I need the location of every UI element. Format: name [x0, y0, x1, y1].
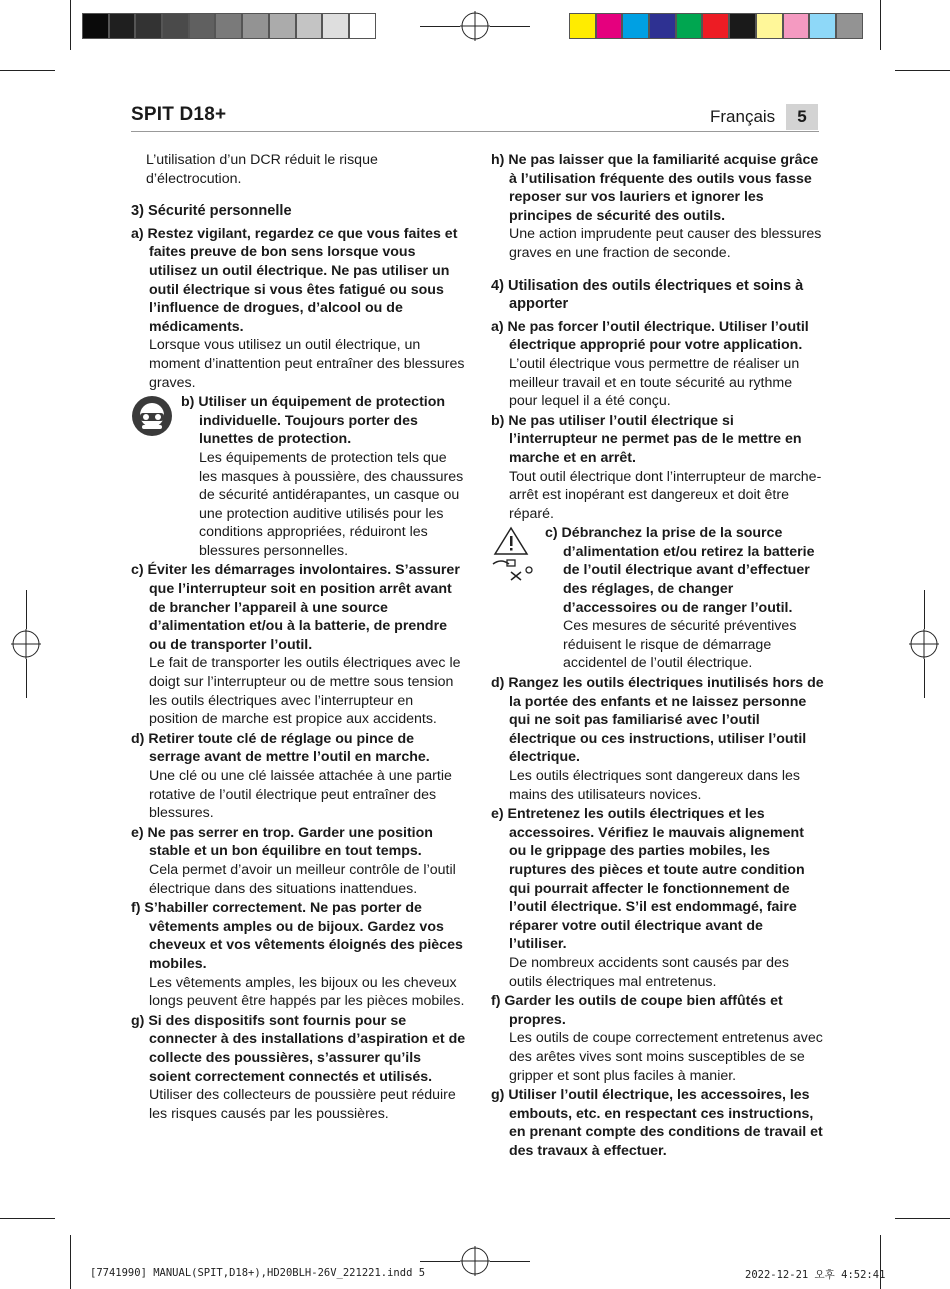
footer-timestamp: 2022-12-21 오후 4:52:41 — [745, 1269, 886, 1281]
item-body: Les outils électriques sont dangereux dans les mains des utilisateurs novices. — [509, 768, 801, 803]
registration-mark-bottom — [460, 1246, 490, 1276]
item-lead: b) Ne pas utiliser l’outil électrique si l’interrupteur ne permet pas de le mettre en marche et en arrêt. — [491, 412, 802, 466]
item-body: L’outil électrique vous permettre de réaliser un meilleur travail et en toute sécurité au rythme pour lequel il a été conçu. — [509, 355, 800, 410]
color-swatch — [349, 13, 376, 39]
item-lead: a) Restez vigilant, regardez ce que vous faites et faites preuve de bon sens lorsque vous utilisez un outil électrique. Ne pas utiliser un outil électrique si vous êtes fatigué ou sous l’influence de drogues, d’alcool ou de médicaments. — [131, 225, 458, 335]
crop-mark — [26, 590, 27, 629]
item-body: Les outils de coupe correctement entretenus avec des arêtes vives sont moins susceptibles de se gripper et sont plus faciles à manier. — [509, 1030, 823, 1084]
list-item — [131, 393, 466, 560]
intro-line: d’électrocution. — [146, 170, 242, 187]
item-body: Une action imprudente peut causer des blessures graves en une fraction de seconde. — [509, 226, 822, 261]
crop-mark — [420, 1261, 460, 1262]
color-swatch — [322, 13, 349, 39]
item-body: Le fait de transporter les outils électriques avec le doigt sur l’interrupteur ou de mettre sous tension les outils électriques avec l’interrupteur en position de marche est propice aux accidents. — [149, 655, 461, 728]
crop-mark — [0, 70, 55, 71]
list-item — [131, 899, 466, 1011]
color-swatch — [729, 13, 756, 39]
left-column — [131, 151, 466, 1124]
item-body: Lorsque vous utilisez un outil électrique, un moment d’inattention peut entraîner des blessures graves. — [149, 337, 465, 391]
color-swatch-bar — [569, 13, 863, 41]
color-swatch — [836, 13, 863, 39]
color-swatch — [242, 13, 269, 39]
section-heading: 3) Sécurité personnelle — [131, 203, 292, 220]
crop-mark — [490, 26, 530, 27]
page-number: 5 — [786, 104, 818, 130]
language-label: Français — [710, 107, 776, 126]
item-body: Les équipements de protection tels que les masques à poussière, des chaussures de sécurité antidérapantes, un casque ou une protection auditive utilisés pour les conditions appropriées, réduiront les blessures personnelles. — [199, 449, 464, 559]
item-lead: h) Ne pas laisser que la familiarité acquise grâce à l’utilisation fréquente des outils vous fasse reposer sur vos lauriers et ignorer les principes de sécurité des outils. — [491, 152, 819, 224]
registration-mark-top — [460, 11, 490, 41]
color-swatch — [783, 13, 810, 39]
item-lead: c) Éviter les démarrages involontaires. S’assurer que l’interrupteur soit en position arrêt avant de brancher l’appareil à une source d’alimentation et/ou à la batterie, de prendre ou de transporter l’outil. — [131, 562, 460, 653]
crop-mark — [70, 1235, 71, 1289]
crop-mark — [420, 26, 460, 27]
item-body: Tout outil électrique dont l’interrupteur de marche-arrêt est inopérant est dangereux et doit être réparé. — [509, 468, 822, 522]
footer-file-info: [7741990] MANUAL(SPIT,D18+),HD20BLH-26V_221221.indd 5 — [90, 1267, 426, 1279]
item-lead: b) Utiliser un équipement de protection individuelle. Toujours porter des lunettes de protection. — [181, 394, 446, 448]
unplug-warning-icon — [491, 526, 539, 588]
list-item — [491, 1086, 824, 1160]
color-swatch — [296, 13, 323, 39]
color-swatch — [82, 13, 109, 39]
item-lead: d) Rangez les outils électriques inutilisés hors de la portée des enfants et ne laissez personne qui ne soit pas familiarisé avec l’outil électrique ou ces instructions, utiliser l’outil électrique. — [491, 675, 824, 766]
crop-mark — [0, 1218, 55, 1219]
list-item — [491, 805, 824, 991]
crop-mark — [924, 659, 925, 698]
color-swatch — [269, 13, 296, 39]
color-swatch — [622, 13, 649, 39]
crop-mark — [895, 70, 950, 71]
item-body: Les vêtements amples, les bijoux ou les cheveux longs peuvent être happés par les pièces mobiles. — [149, 974, 465, 1010]
color-swatch — [109, 13, 136, 39]
item-lead: d) Retirer toute clé de réglage ou pince de serrage avant de mettre l’outil en marche. — [131, 730, 430, 766]
item-lead: g) Utiliser l’outil électrique, les accessoires, les embouts, etc. en respectant ces instructions, en prenant compte des conditions de travail et des travaux à effectuer. — [491, 1087, 823, 1159]
color-swatch — [215, 13, 242, 39]
list-item — [491, 992, 824, 1085]
item-lead: f) Garder les outils de coupe bien affûtés et propres. — [491, 993, 783, 1028]
page-title: SPIT D18+ — [131, 104, 227, 125]
section-heading: 4) Utilisation des outils électriques et soins à apporter — [491, 277, 804, 313]
item-lead: c) Débranchez la prise de la source d’alimentation et/ou retirez la batterie de l’outil électrique avant d’effectuer des réglages, de changer d’accessoires ou de ranger l’outil. — [545, 525, 815, 616]
list-item — [491, 412, 824, 524]
item-body: Une clé ou une clé laissée attachée à une partie rotative de l’outil électrique peut entraîner des blessures. — [149, 768, 452, 822]
list-item — [131, 1012, 466, 1124]
header-rule — [131, 131, 819, 132]
color-swatch — [162, 13, 189, 39]
color-swatch — [189, 13, 216, 39]
color-swatch — [809, 13, 836, 39]
crop-mark — [490, 1261, 530, 1262]
color-swatch — [676, 13, 703, 39]
crop-mark — [70, 0, 71, 50]
item-lead: f) S’habiller correctement. Ne pas porter de vêtements amples ou de bijoux. Gardez vos cheveux et vos vêtements éloignés des pièces mobiles. — [131, 900, 463, 972]
right-column — [491, 151, 824, 1161]
color-swatch — [756, 13, 783, 39]
crop-mark — [26, 659, 27, 698]
list-item — [491, 318, 824, 411]
item-body: Utiliser des collecteurs de poussière peut réduire les risques causés par les poussières. — [149, 1087, 456, 1122]
item-lead: a) Ne pas forcer l’outil électrique. Utiliser l’outil électrique approprié pour votre application. — [491, 318, 809, 354]
item-body: De nombreux accidents sont causés par des outils électriques mal entretenus. — [509, 954, 789, 990]
registration-mark-right — [909, 629, 939, 659]
safety-goggles-icon — [131, 395, 173, 443]
list-item — [491, 151, 824, 263]
crop-mark — [924, 590, 925, 629]
intro-text — [131, 151, 466, 188]
color-swatch — [569, 13, 596, 39]
list-item — [491, 524, 824, 673]
crop-mark — [895, 1218, 950, 1219]
intro-line: L’utilisation d’un DCR réduit le risque — [146, 152, 378, 168]
registration-mark-left — [11, 629, 41, 659]
color-swatch — [135, 13, 162, 39]
list-item — [131, 561, 466, 728]
list-item — [131, 730, 466, 823]
color-swatch — [596, 13, 623, 39]
list-item — [131, 225, 466, 392]
color-swatch — [649, 13, 676, 39]
item-body: Cela permet d’avoir un meilleur contrôle de l’outil électrique dans des situations inattendues. — [149, 861, 456, 897]
list-item — [491, 674, 824, 804]
item-body: Ces mesures de sécurité préventives réduisent le risque de démarrage accidentel de l’outil électrique. — [563, 618, 797, 672]
crop-mark — [880, 0, 881, 50]
color-swatch — [702, 13, 729, 39]
item-lead: g) Si des dispositifs sont fournis pour se connecter à des installations d’aspiration et de collecte des poussières, s’assurer qu’ils soient correctement connectés et utilisés. — [131, 1012, 466, 1085]
gray-swatch-bar — [82, 13, 376, 41]
list-item — [131, 824, 466, 898]
item-lead: e) Ne pas serrer en trop. Garder une position stable et un bon équilibre en tout temps. — [131, 824, 433, 860]
item-lead: e) Entretenez les outils électriques et les accessoires. Vérifiez le mauvais alignement ou le grippage des parties mobiles, les ruptures des pièces et toute autre condition qui pourrait affecter le fonctionnement de l’outil électrique. S’il est endommagé, faire réparer votre outil électrique avant de l’utiliser. — [491, 806, 805, 953]
